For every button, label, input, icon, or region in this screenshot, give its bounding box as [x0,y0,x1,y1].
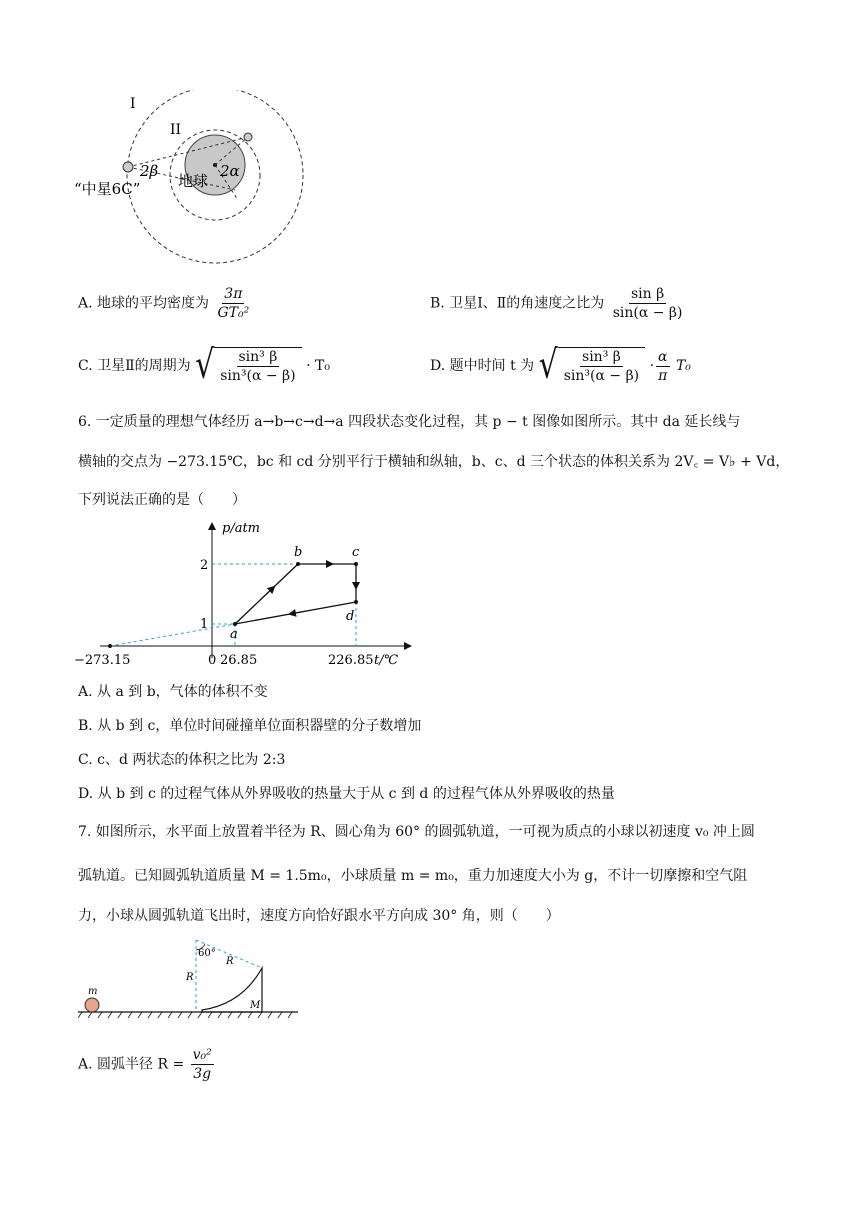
label-60: 60° [198,948,216,959]
pt-chart [70,518,430,678]
q7-option-a: A. 圆弧半径 R = $\frac{\text{v₀²}}{3g}$ [78,1047,212,1082]
q5-option-a: A. 地球的平均密度为 $\frac{3\pi}{\text{GT₀²}}$ [78,286,250,321]
point-a-label: a [230,627,238,642]
q7-stem-line2: 弧轨道。已知圆弧轨道质量 M = 1.5m₀，小球质量 m = m₀，重力加速度大小为 g，不计一切摩擦和空气阻 [78,868,748,884]
label-orbit-2: II [170,122,182,138]
q7-stem-line1: 7. 如图所示，水平面上放置着半径为 R、圆心角为 60° 的圆弧轨道，一可视为质点的小球以初速度 v₀ 冲上圆 [78,824,755,840]
q6-option-d: D. 从 b 到 c 的过程气体从外界吸收的热量大于从 c 到 d 的过程气体从外界吸收的热量 [78,786,615,802]
label-2alpha: 2α [220,162,240,180]
tick-x-26: 26.85 [220,653,258,668]
q5-option-b: B. 卫星Ⅰ、Ⅱ的角速度之比为 $\frac{\text{sin β}}{\sin(\alpha - \beta)}$ [430,286,683,321]
tick-x-0: 0 [208,653,217,668]
tick-x-226: 226.85 [328,653,374,668]
arc-track-figure [78,934,308,1026]
q6-option-c: C. c、d 两状态的体积之比为 2:3 [78,752,286,768]
point-c-label: c [352,545,360,560]
q6-stem-line1: 6. 一定质量的理想气体经历 a→b→c→d→a 四段状态变化过程，其 p − t 图像如图所示。其中 da 延长线与 [78,414,741,430]
q5-option-c: C. 卫星Ⅱ的周期为 √ $\frac{\text{sin³ β}}{\text{sin³(α − β)}}$ · T₀ [78,342,330,389]
label-m-track: M [250,1000,261,1011]
orbit-figure [70,90,320,290]
point-d-label: d [346,609,355,624]
q6-stem-line2: 横轴的交点为 −273.15℃，bc 和 cd 分别平行于横轴和纵轴，b、c、d 三个状态的体积关系为 2V꜀ = V♭ + Vd， [78,454,790,470]
q5-option-d: D. 题中时间 t 为 √ $\frac{\text{sin³ β}}{\text{sin³(α − β)}}$ · $\frac{\alpha}{\pi}$ T₀ [430,342,691,389]
label-r-slant: R [226,956,234,967]
label-2beta: 2β [140,162,159,180]
label-earth: 地球 [178,172,209,190]
label-m-ball: m [88,986,98,997]
label-satellite: “中星6C” [74,180,141,198]
satellite-2 [244,133,252,141]
ball [85,998,99,1012]
q6-option-b: B. 从 b 到 c，单位时间碰撞单位面积器壁的分子数增加 [78,718,422,734]
q6-stem-line3: 下列说法正确的是（ ） [78,492,246,508]
tick-y-1: 1 [200,617,209,632]
label-r-vertical: R [186,972,194,983]
tick-x-neg: −273.15 [74,653,131,668]
q7-stem-line3: 力，小球从圆弧轨道飞出时，速度方向恰好跟水平方向成 30° 角，则（ ） [78,908,560,924]
q6-option-a: A. 从 a 到 b，气体的体积不变 [78,684,268,700]
y-axis-label: p/atm [222,521,261,536]
tick-y-2: 2 [200,558,209,573]
satellite-1 [123,162,133,172]
x-axis-label: t/℃ [374,653,399,668]
label-orbit-1: I [130,96,136,112]
point-b-label: b [294,545,303,560]
